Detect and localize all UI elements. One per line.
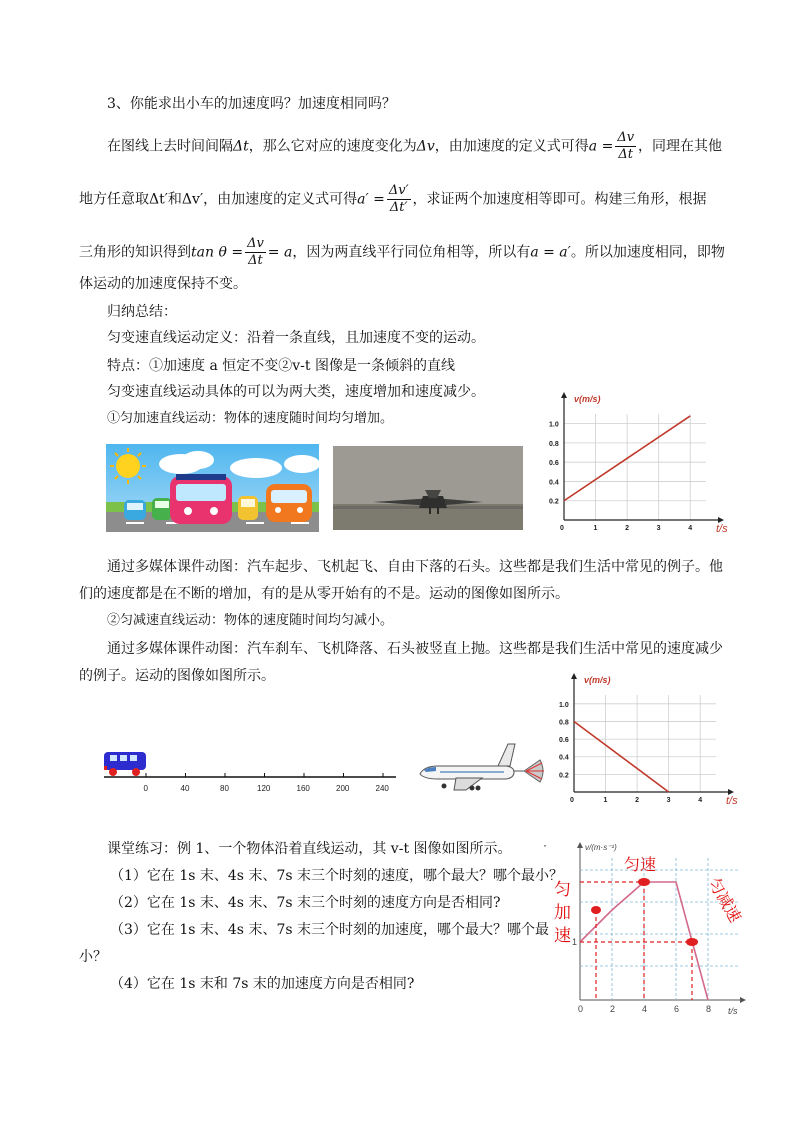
math-a-eq-a-prime: a = a′ <box>530 244 571 261</box>
jet-takeoff-photo <box>333 446 523 530</box>
y-tick-label: 0.4 <box>549 479 559 487</box>
y-axis-label: v(m/s) <box>584 675 611 685</box>
decel-vt-chart <box>546 673 738 809</box>
paragraph-line-2 <box>79 183 707 216</box>
y-tick-label: 0.2 <box>559 772 569 780</box>
guide-lines <box>580 882 692 1000</box>
summary-types: 匀变速直线运动具体的可以为两大类，速度增加和速度减少。 <box>107 384 485 400</box>
x-tick-label: 4 <box>688 525 693 532</box>
y-tick-label: 0.4 <box>559 754 569 762</box>
x-tick-label: 3 <box>666 797 671 804</box>
decel-motion-item: ②匀减速直线运动：物体的速度随时间均匀减小。 <box>107 613 394 628</box>
x-tick-0: 0 <box>578 1004 584 1014</box>
decel-explain-line-1: 通过多媒体课件动图：汽车刹车、飞机降落、石头被竖直上抛。这些都是我们生活中常见的速度减少 <box>107 641 723 657</box>
accel-explain-line-2: 们的速度都是在不断的增加，有的是从零开始有的不是。运动的图像如图所示。 <box>79 586 569 602</box>
paragraph-line-1 <box>107 130 722 163</box>
fraction-denominator: Δt <box>245 252 266 269</box>
math-eq-a: = a <box>267 244 293 261</box>
x-axis-label: t/s <box>716 523 728 535</box>
y-axis-arrow <box>561 392 567 398</box>
math-dt: Δt <box>233 138 249 155</box>
bus-wheel <box>132 768 140 776</box>
x-tick-2: 2 <box>610 1004 616 1014</box>
practice-q2: （2）它在 1s 末、4s 末、7s 末三个时刻的速度方向是否相同? <box>110 895 501 911</box>
example-vt-chart <box>540 838 746 1020</box>
paragraph-line-3 <box>79 236 725 269</box>
fraction-dv-dt-prime <box>387 183 411 216</box>
accel-vt-chart <box>546 393 732 533</box>
text-span: 在图线上去时间间隔 <box>107 138 233 155</box>
text-span: 和 <box>167 191 182 208</box>
x-tick-label: 1 <box>593 525 598 532</box>
math-dv-prime: Δv′ <box>181 191 204 208</box>
label-uniform: 匀速 <box>624 857 657 874</box>
accel-chart-svg <box>546 393 732 533</box>
accel-motion-item: ①匀加速直线运动：物体的速度随时间均匀增加。 <box>107 411 394 426</box>
math-tan-theta: tan θ = <box>191 244 244 261</box>
ruler-tick-label: 40 <box>180 784 190 793</box>
text-span: ，求证两个加速度相等即可。构建三角形，根据 <box>412 191 707 208</box>
summary-heading: 归纳总结： <box>107 304 177 320</box>
ruler-tick-label: 0 <box>143 784 148 793</box>
summary-definition: 匀变速直线运动定义：沿着一条直线，且加速度不变的运动。 <box>107 330 485 346</box>
origin-label: 0 <box>560 525 564 532</box>
fraction-denominator: Δt <box>615 146 636 163</box>
x-axis-label: t/s <box>728 1006 738 1016</box>
ruler-tick-label: 160 <box>296 784 310 793</box>
point-4s <box>638 878 650 886</box>
summary-feature: 特点：①加速度 a 恒定不变②v-t 图像是一条倾斜的直线 <box>107 358 455 374</box>
x-tick-label: 2 <box>635 797 640 804</box>
practice-q4: （4）它在 1s 末和 7s 末的加速度方向是否相同? <box>110 976 415 992</box>
text-span: ，那么它对应的速度变化为 <box>248 138 417 155</box>
fraction-dv-dt <box>615 130 636 163</box>
origin-label: 0 <box>570 797 574 804</box>
jet-photo-svg <box>333 446 523 530</box>
cartoon-buses-image <box>106 444 319 532</box>
decel-chart-svg <box>546 673 738 809</box>
math-a-eq: a = <box>588 138 614 155</box>
practice-q3: （3）它在 1s 末、4s 末、7s 末三个时刻的加速度，哪个最大？哪个最 <box>110 922 549 938</box>
y-tick-1: 1 <box>572 937 578 947</box>
ruler-tick-label: 120 <box>257 784 271 793</box>
practice-intro: 课堂练习：例 1、一个物体沿着直线运动，其 v-t 图像如图所示。 <box>107 841 512 857</box>
ruler-tick-label: 240 <box>375 784 389 793</box>
y-tick-label: 0.6 <box>549 460 559 468</box>
fraction-numerator: Δv′ <box>388 183 409 198</box>
fraction-tan <box>245 236 266 269</box>
x-tick-label: 2 <box>625 525 630 532</box>
y-axis-label: v(m/s) <box>574 394 601 404</box>
text-span: ，由加速度的定义式可得 <box>203 191 358 208</box>
math-dv: Δv <box>416 138 435 155</box>
text-span: ，由加速度的定义式可得 <box>434 138 589 155</box>
x-tick-8: 8 <box>706 1004 712 1014</box>
label-accel-3: 速 <box>554 926 571 945</box>
x-axis-label: t/s <box>726 795 738 807</box>
y-tick-label: 0.2 <box>549 498 559 506</box>
math-a-prime-eq: a′ = <box>357 191 385 208</box>
text-span: ，因为两直线平行同位角相等，所以有 <box>292 244 531 261</box>
fraction-numerator: Δv <box>617 130 635 145</box>
text-span: ，同理在其他 <box>638 138 723 155</box>
point-1s <box>591 906 601 914</box>
question-3-title: 3、你能求出小车的加速度吗？加速度相同吗？ <box>107 96 396 112</box>
airplane-svg <box>418 736 548 800</box>
x-tick-6: 6 <box>674 1004 680 1014</box>
airplane-landing-image <box>418 736 548 800</box>
y-tick-label: 0.8 <box>549 440 559 448</box>
y-axis-arrow <box>571 673 577 679</box>
label-accel-2: 加 <box>554 903 571 922</box>
text-span: 三角形的知识得到 <box>79 244 191 261</box>
ruler-tick-label: 200 <box>336 784 350 793</box>
paragraph-line-4: 体运动的加速度保持不变。 <box>79 276 247 292</box>
point-7s <box>686 938 698 946</box>
y-tick-label: 0.8 <box>559 719 569 727</box>
example-chart-svg <box>540 838 746 1020</box>
text-span: 。所以加速度相同，即物 <box>570 244 725 261</box>
y-tick-label: 1.0 <box>559 701 569 709</box>
y-axis-label: v/(m·s⁻¹) <box>585 843 617 852</box>
x-tick-label: 4 <box>698 797 703 804</box>
practice-q3-cont: 小？ <box>79 949 107 965</box>
label-accel-1: 匀 <box>554 880 571 899</box>
x-tick-4: 4 <box>642 1004 648 1014</box>
math-dt-prime: Δt′ <box>149 191 168 208</box>
fraction-denominator: Δt′ <box>387 199 411 216</box>
corner-dot: · <box>543 838 547 852</box>
decel-explain-line-2: 的例子。运动的图像如图所示。 <box>79 668 275 684</box>
x-tick-label: 1 <box>603 797 608 804</box>
y-tick-label: 1.0 <box>549 421 559 429</box>
y-tick-label: 0.6 <box>559 737 569 745</box>
bus-wheel <box>109 768 117 776</box>
practice-q1: （1）它在 1s 末、4s 末、7s 末三个时刻的速度，哪个最大？哪个最小？ <box>110 868 563 884</box>
cartoon-buses-svg <box>106 444 319 532</box>
label-decel: 匀减速 <box>704 875 744 926</box>
accel-explain-line-1: 通过多媒体课件动图：汽车起步、飞机起飞、自由下落的石头。这些都是我们生活中常见的例子。他 <box>107 559 723 575</box>
x-tick-label: 3 <box>656 525 661 532</box>
fraction-numerator: Δv <box>247 236 264 251</box>
text-span: 地方任意取 <box>79 191 149 208</box>
ruler-svg <box>104 746 396 798</box>
ruler-tick-label: 80 <box>220 784 229 793</box>
bus-ruler-figure <box>104 746 396 798</box>
